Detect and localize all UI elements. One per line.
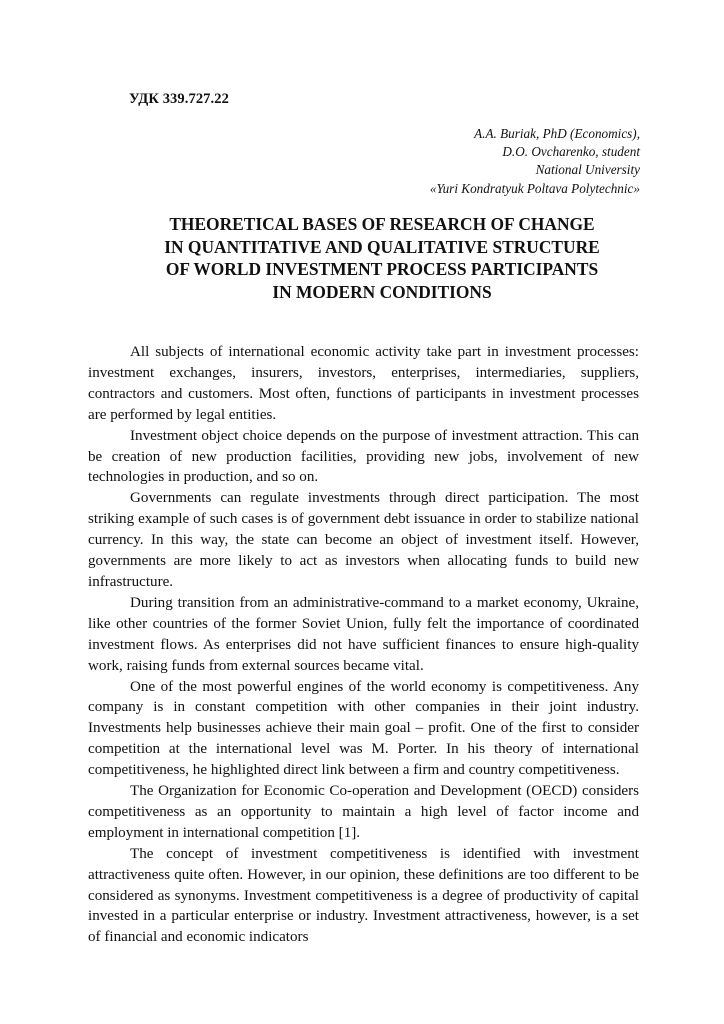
- title-line: IN QUANTITATIVE AND QUALITATIVE STRUCTURE: [164, 236, 600, 257]
- author-line: D.O. Ovcharenko, student: [502, 144, 640, 160]
- paragraph: All subjects of international economic activity take part in investment processes: investment exchanges, insurers, investors, enterprises, intermediaries, suppliers, contractors and customers. Most often, functions of participants in investment processes are performed by legal entities.: [88, 344, 639, 423]
- affiliation-line: «Yuri Kondratyuk Poltava Polytechnic»: [429, 180, 640, 196]
- title-line: IN MODERN CONDITIONS: [272, 281, 492, 302]
- paper-title: [88, 213, 676, 303]
- paragraph: The Organization for Economic Co-operation and Development (OECD) considers competitiveness as an opportunity to maintain a high level of factor income and employment in international competition [1].: [88, 783, 639, 841]
- udk-code: УДК 339.727.22: [129, 91, 229, 107]
- title-line: OF WORLD INVESTMENT PROCESS PARTICIPANTS: [165, 259, 599, 279]
- author-block: [430, 125, 640, 198]
- paragraph: One of the most powerful engines of the world economy is competitiveness. Any company is in constant competition with other companies in their joint industry. Investments help businesses achieve their main goal – profit. One of the first to consider competition at the international level was M. Porter. In his theory of international competitiveness, he highlighted direct link between a firm and country competitiveness.: [88, 678, 639, 779]
- affiliation-line: National University: [535, 162, 640, 178]
- paragraph: Governments can regulate investments through direct participation. The most striking example of such cases is of government debt issuance in order to stabilize national currency. In this way, the state can become an object of investment itself. However, governments are more likely to act as investors when allocating funds to build new infrastructure.: [88, 490, 639, 590]
- body-text: [88, 342, 639, 948]
- title-line: THEORETICAL BASES OF RESEARCH OF CHANGE: [169, 214, 595, 234]
- paragraph: During transition from an administrative-command to a market economy, Ukraine, like other countries of the former Soviet Union, fully felt the importance of coordinated investment flows. As enterprises did not have sufficient finances to ensure high-quality work, raising funds from external sources became vital.: [88, 594, 639, 674]
- paragraph: Investment object choice depends on the purpose of investment attraction. This can be creation of new production facilities, providing new jobs, involvement of new technologies in production, and so on.: [88, 427, 639, 486]
- paragraph: The concept of investment competitiveness is identified with investment attractiveness quite often. However, in our opinion, these definitions are too different to be considered as synonyms. Investment competitiveness is a degree of productivity of capital invested in a particular enterprise or industry. Investment attractiveness, however, is a set of financial and economic indicators: [88, 845, 639, 946]
- author-line: A.A. Buriak, PhD (Economics),: [474, 126, 640, 141]
